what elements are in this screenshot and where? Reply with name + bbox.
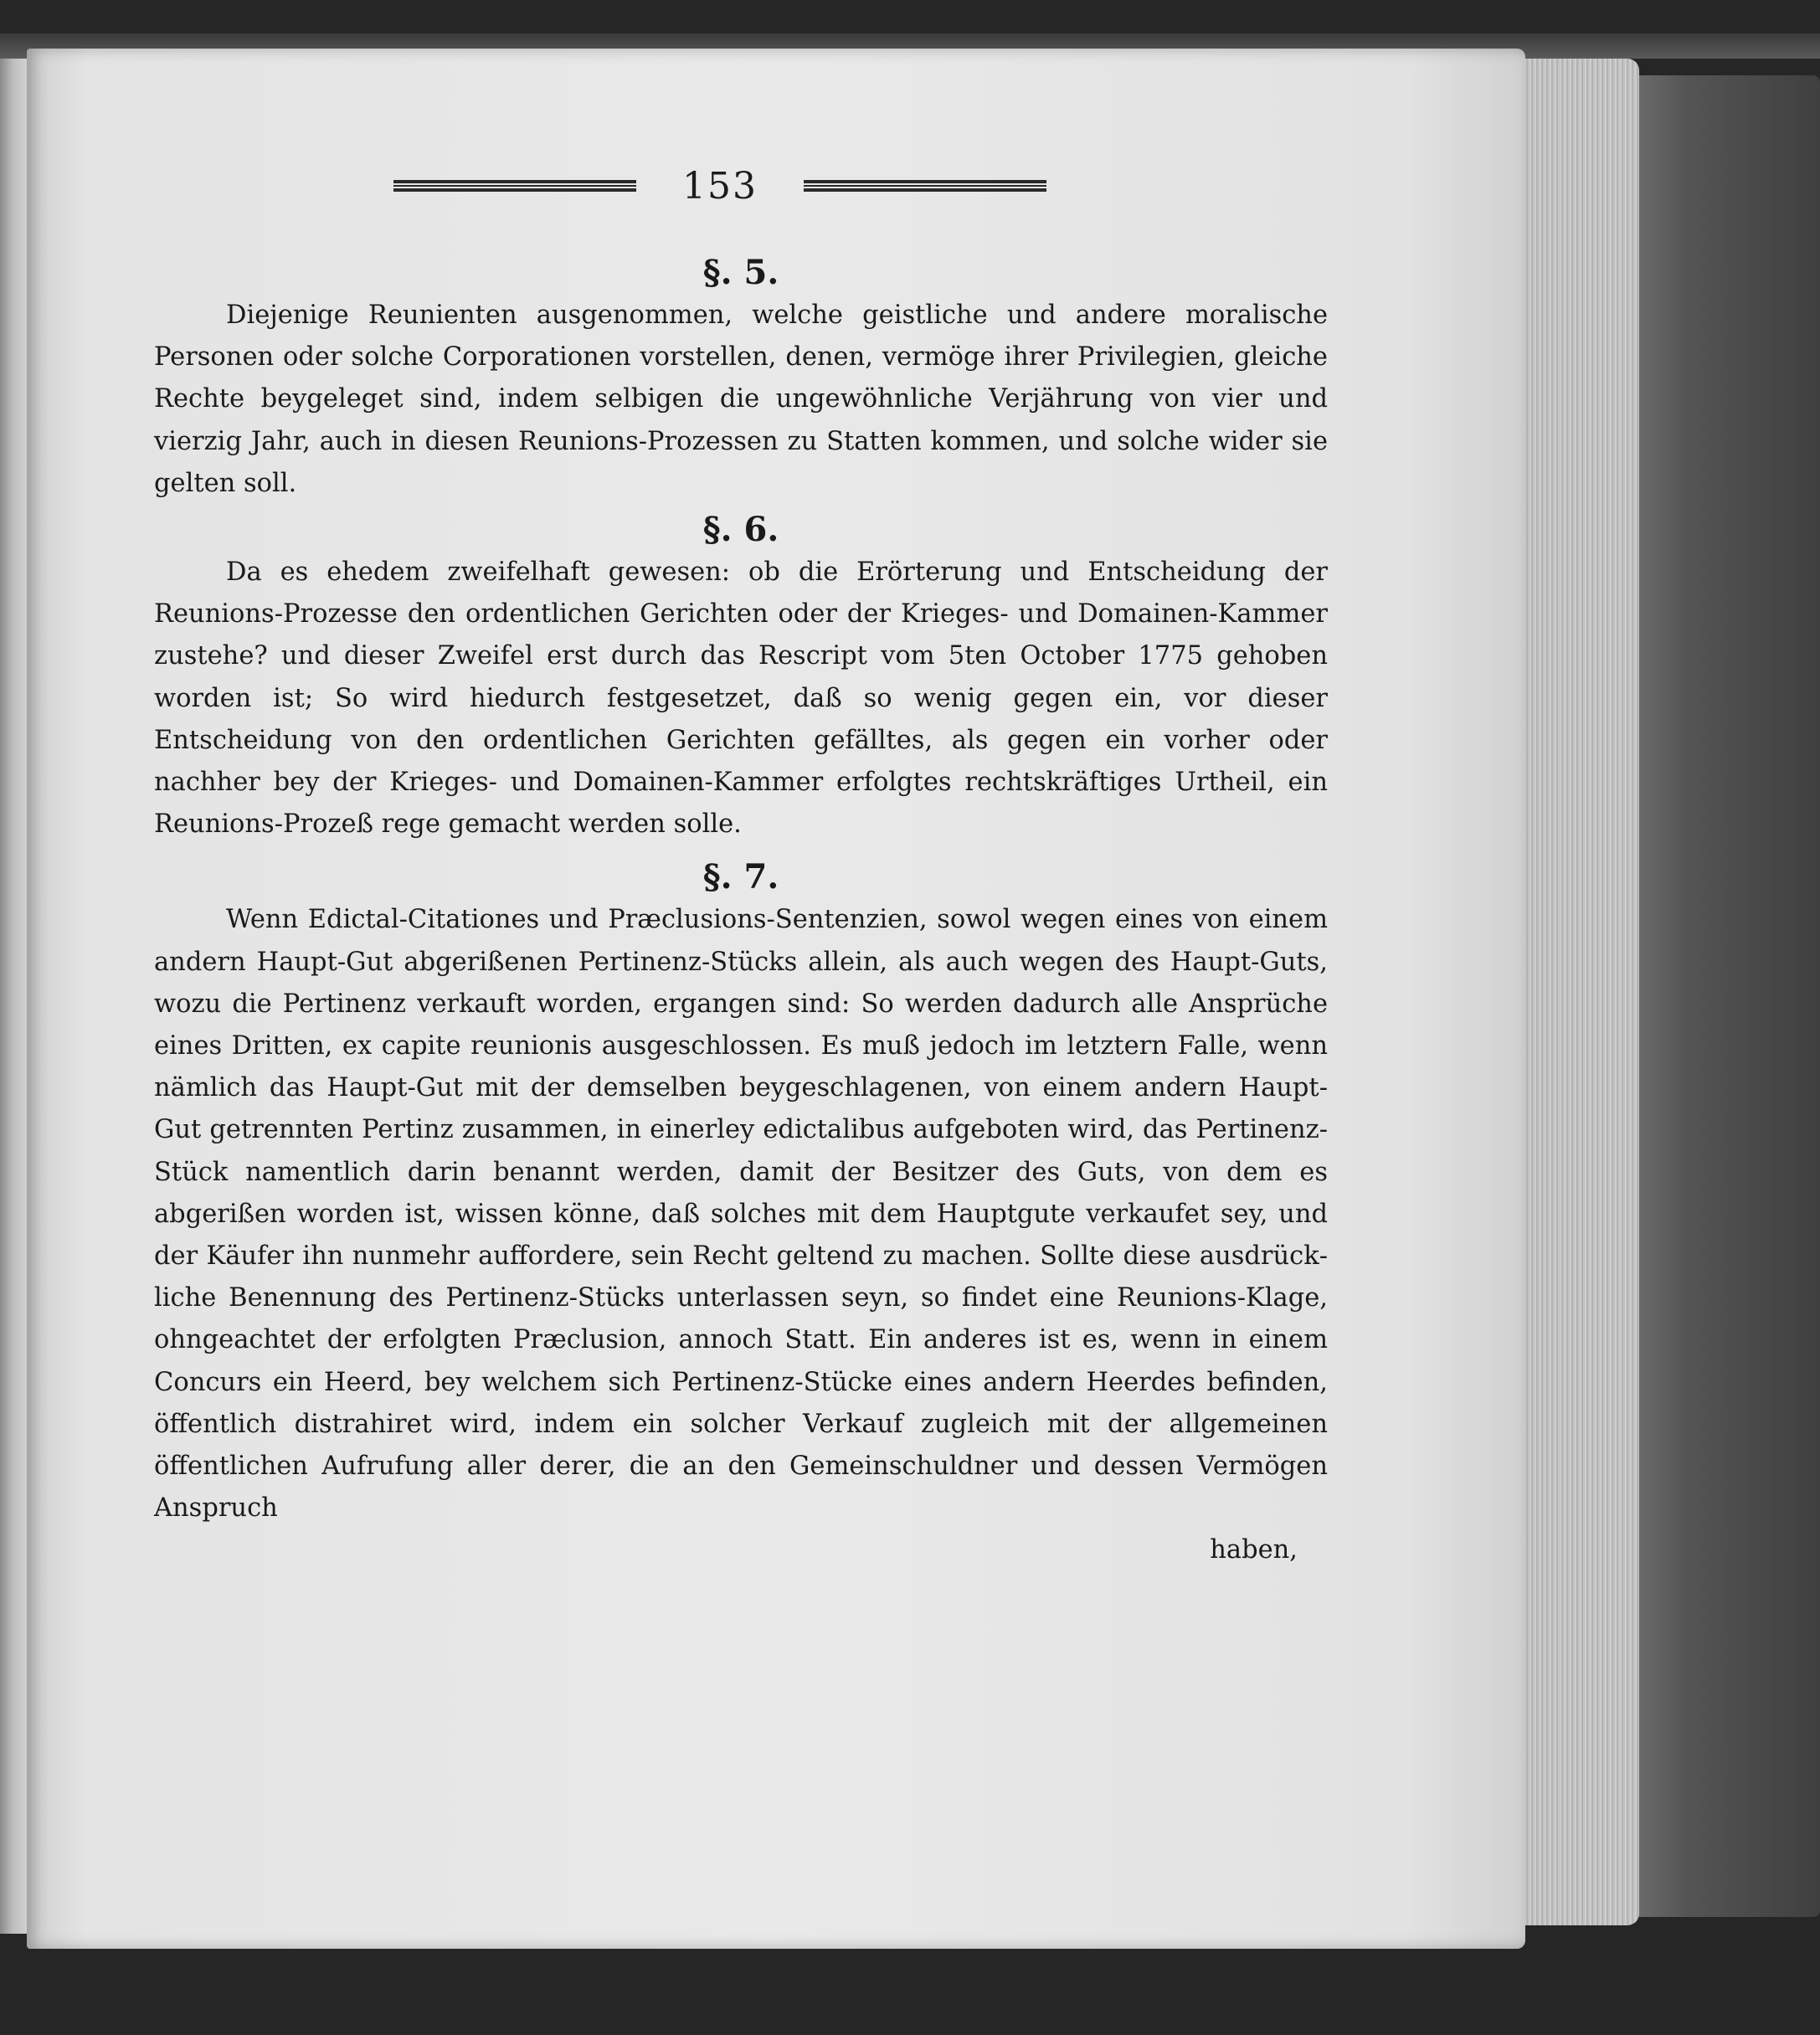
section-heading-5: §. 5. [702,253,779,292]
section-heading-7: §. 7. [702,857,779,897]
page-header [393,161,1046,211]
section-text-6: Da es ehedem zweifelhaft gewesen: ob die Erörterung und Entscheidung der Reunions-Prozesse den ordentlichen Gerichten oder der Krieges- und Domainen-Kammer zustehe? und dieser Zweifel erst durch das Rescript vom 5ten October 1775 gehoben worden ist; So wird hiedurch festgesetzet, daß so wenig gegen ein, vor dieser Entscheidung von den ordentlichen Gerichten gefälltes, als gegen ein vorher oder nachher bey der Krieges- und Domainen-Kammer erfolgtes rechtskräftiges Urtheil, ein Reunions-Prozeß rege gemacht werden solle. [154,558,1328,840]
header-rule-left [393,180,636,192]
section-heading-6: §. 6. [702,510,779,550]
cover-board [1628,75,1820,1917]
page-number: 153 [682,164,758,208]
page-body [154,251,1328,1571]
catchword: haben, [1210,1535,1298,1565]
section-text-7: Wenn Edictal-Citationes und Præclusions-Sentenzien, sowol wegen eines von einem andern Haupt-Gut abgerißenen Pertinenz-Stücks allein, als auch wegen des Haupt-Guts, wozu die Pertinenz verkauft worden, ergangen sind: So werden dadurch alle Ansprüche eines Dritten, ex capite reunionis ausgeschlossen. Es muß jedoch im letztern Falle, wenn nämlich das Haupt-Gut mit der demselben beygeschlagenen, von einem andern Haupt-Gut getrennten Pertinz zusammen, in einerley edictalibus aufgeboten wird, das Pertinenz-Stück namentlich darin benannt werden, damit der Besitzer des Guts, von dem es abgerißen worden ist, wissen könne, daß solches mit dem Hauptgute verkaufet sey, und der Käufer ihn nunmehr auffordere, sein Recht geltend zu machen. Sollte diese ausdrückliche Benennung des Pertinenz-Stücks unterlassen seyn, so findet eine Reunions-Klage, ohngeachtet der erfolgten Præclusion, annoch Statt. Ein anderes ist es, wenn in einem Concurs ein Heerd, bey welchem sich Pertinenz-Stücke eines andern Heerdes befinden, öffentlich distrahiret wird, indem ein solcher Verkauf zugleich mit der allgemeinen öffentlichen Aufrufung aller derer, die an den Gemeinschuldner und dessen Vermögen Anspruch [154,905,1328,1524]
header-rule-right [804,180,1046,192]
section-text-5: Diejenige Reunienten ausgenommen, welche geistliche und andere moralische Personen oder solche Corporationen vorstellen, denen, vermöge ihrer Privilegien, gleiche Rechte beygeleget sind, indem selbigen die ungewöhnliche Verjährung von vier und vierzig Jahr, auch in diesen Reunions-Prozessen zu Statten kommen, und solche wider sie gelten soll. [154,301,1328,498]
